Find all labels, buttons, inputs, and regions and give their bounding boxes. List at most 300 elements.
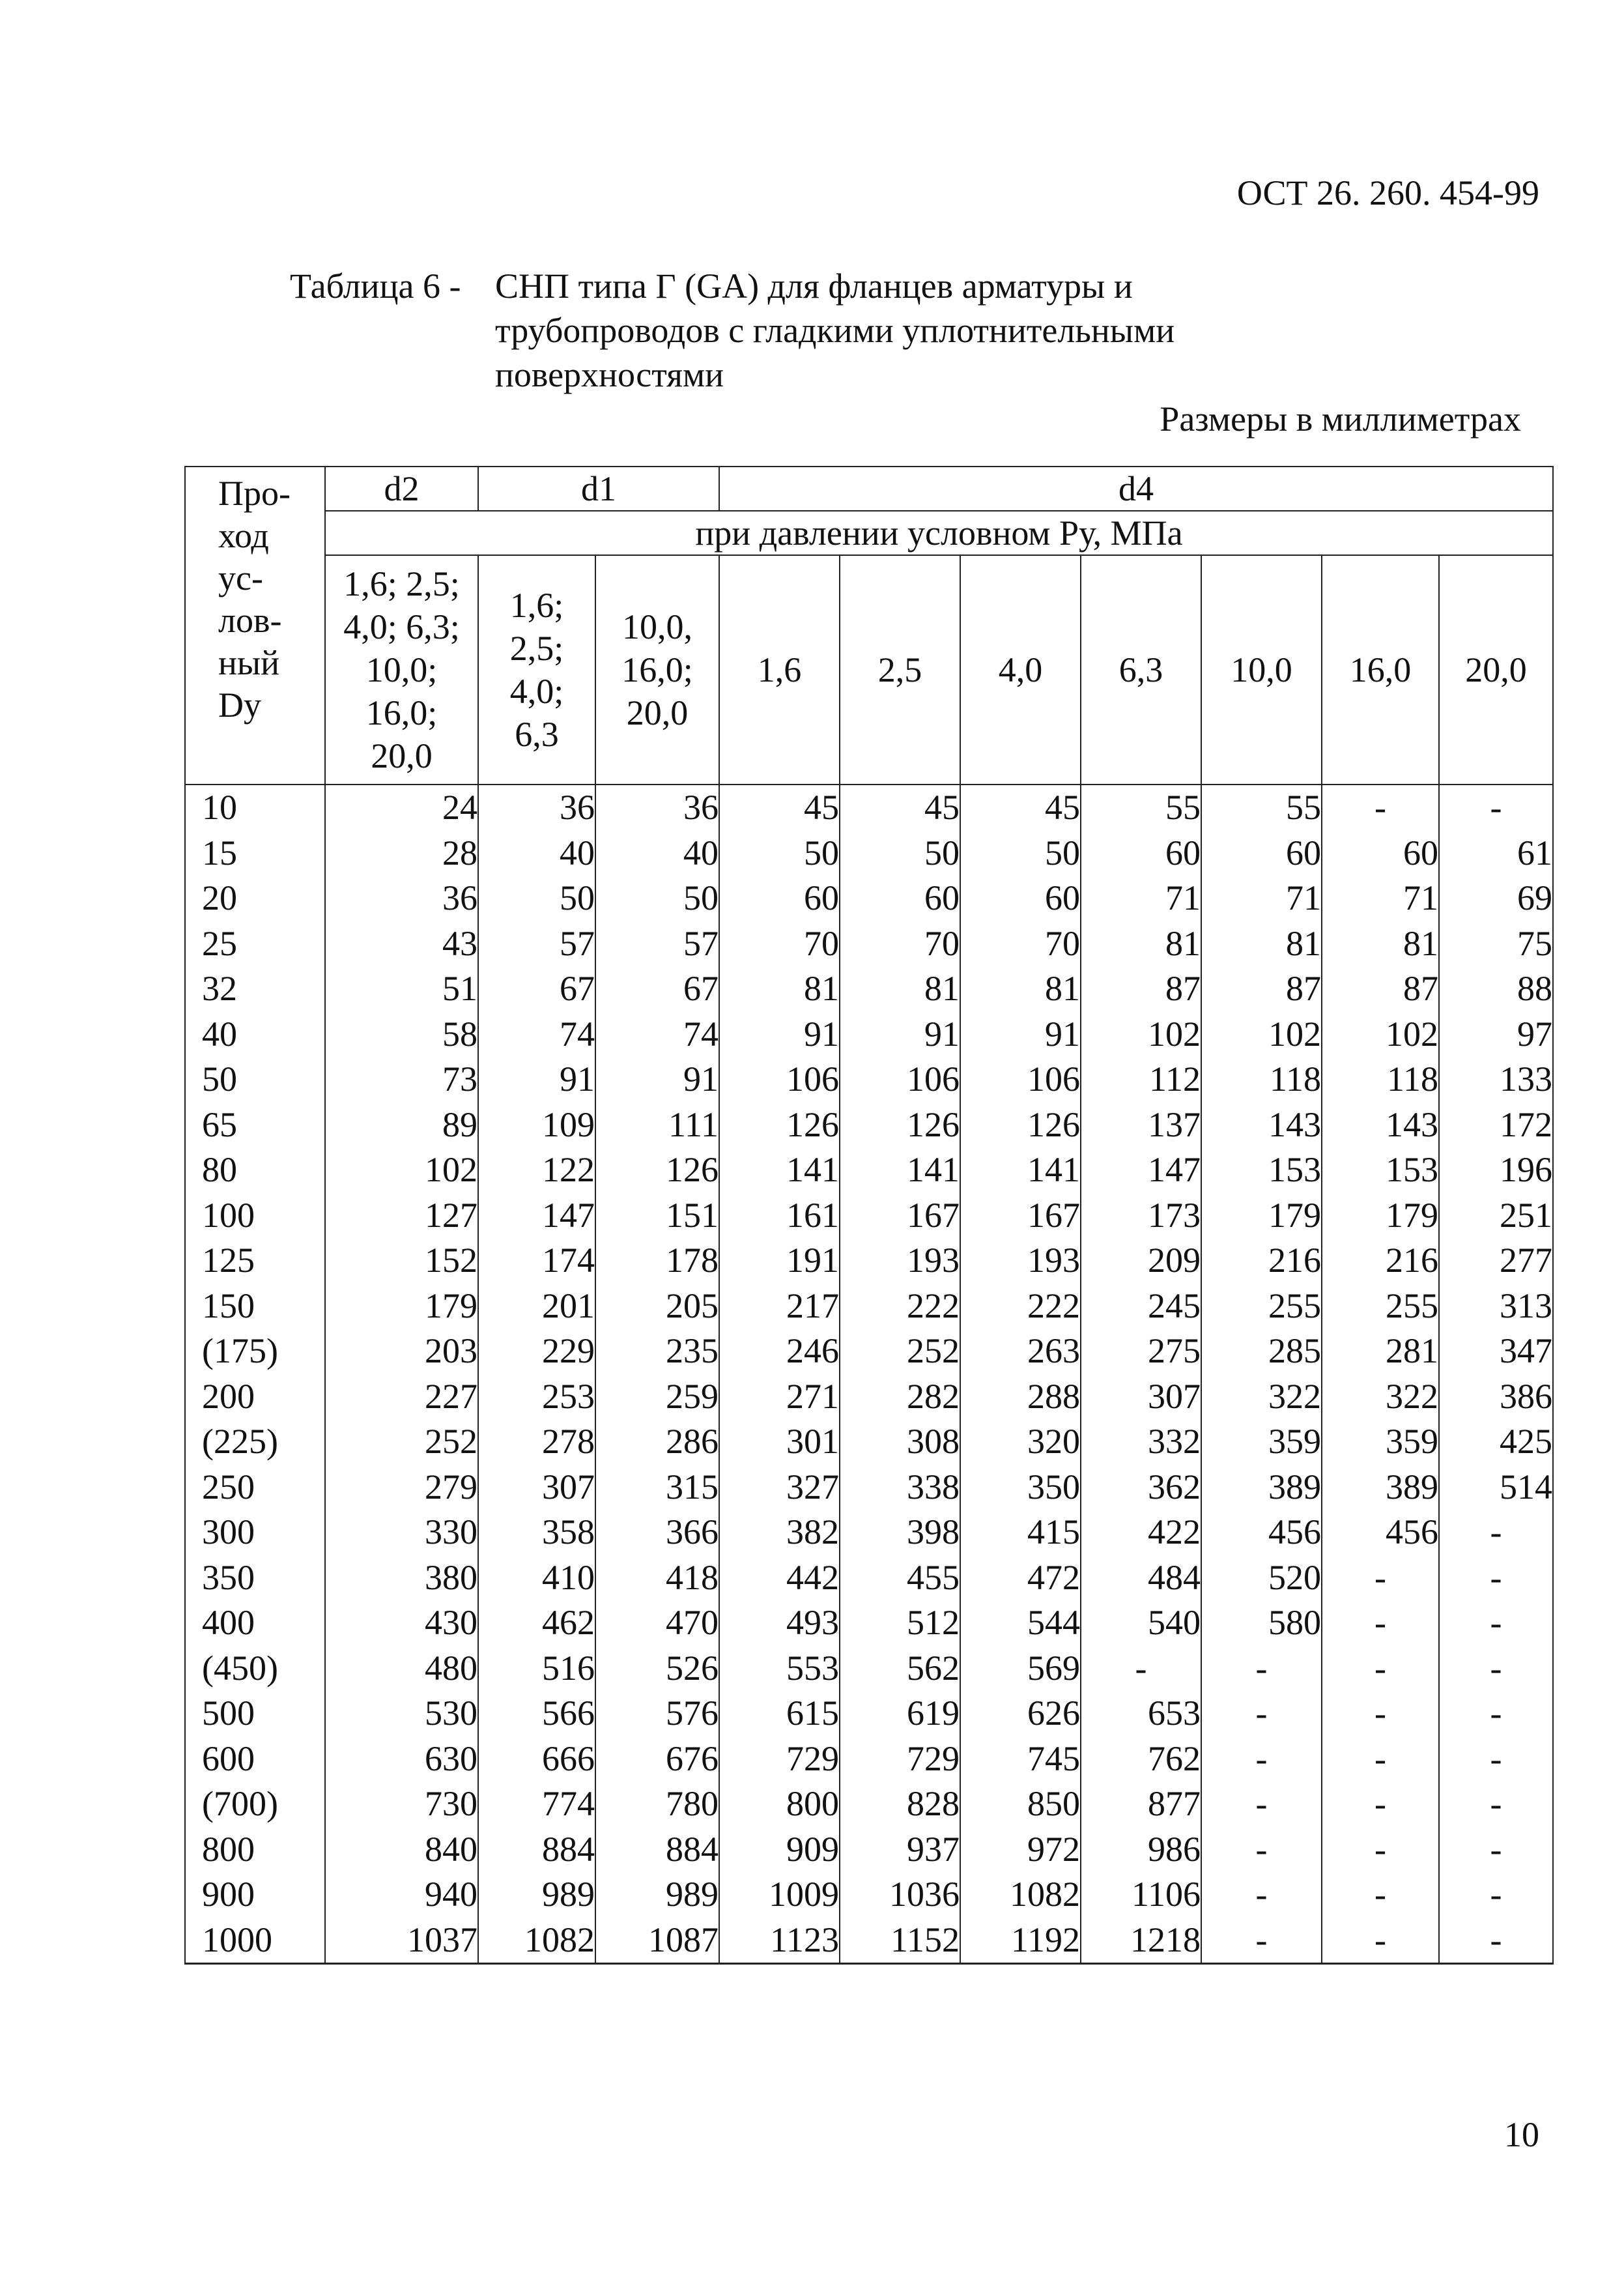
dimension-cell: 152 xyxy=(325,1238,478,1284)
dimension-cell: 70 xyxy=(840,921,960,967)
nominal-pass-cell: (700) xyxy=(185,1781,325,1827)
dimension-cell: 282 xyxy=(840,1374,960,1420)
dimension-cell: 51 xyxy=(325,966,478,1012)
dimension-cell: 569 xyxy=(960,1646,1081,1692)
dimension-cell: 358 xyxy=(478,1510,595,1555)
dimension-cell: 50 xyxy=(595,876,719,921)
dimension-cell: 81 xyxy=(840,966,960,1012)
header-d2: d2 xyxy=(325,467,478,511)
dimension-cell: - xyxy=(1439,1872,1553,1918)
dimension-cell: 350 xyxy=(960,1465,1081,1510)
dimension-cell: 102 xyxy=(1081,1012,1201,1058)
dimension-cell: 512 xyxy=(840,1600,960,1646)
dimension-cell: 762 xyxy=(1081,1736,1201,1782)
dimension-cell: 470 xyxy=(595,1600,719,1646)
dimension-cell: 147 xyxy=(478,1193,595,1239)
dimension-cell: 540 xyxy=(1081,1600,1201,1646)
table-row xyxy=(185,1193,1553,1239)
dimension-cell: 259 xyxy=(595,1374,719,1420)
dimension-cell: 91 xyxy=(719,1012,840,1058)
dimension-cell: 1037 xyxy=(325,1918,478,1964)
dimension-cell: 102 xyxy=(1201,1012,1322,1058)
dimension-cell: 1123 xyxy=(719,1918,840,1964)
dimension-cell: 526 xyxy=(595,1646,719,1692)
dimension-cell: - xyxy=(1322,1600,1439,1646)
nominal-pass-cell: 250 xyxy=(185,1465,325,1510)
dimension-cell: 359 xyxy=(1201,1419,1322,1465)
table-row xyxy=(185,1465,1553,1510)
dimension-cell: 729 xyxy=(719,1736,840,1782)
dimension-cell: 57 xyxy=(595,921,719,967)
dimension-cell: - xyxy=(1081,1646,1201,1692)
dimension-cell: 60 xyxy=(960,876,1081,921)
dimension-cell: 1009 xyxy=(719,1872,840,1918)
dimension-cell: 307 xyxy=(1081,1374,1201,1420)
table-row xyxy=(185,921,1553,967)
dimension-cell: 111 xyxy=(595,1102,719,1148)
table-row xyxy=(185,1147,1553,1193)
dimension-cell: 43 xyxy=(325,921,478,967)
dimension-cell: 60 xyxy=(719,876,840,921)
dimension-cell: 1106 xyxy=(1081,1872,1201,1918)
dimension-cell: 60 xyxy=(1201,831,1322,876)
dimension-cell: 112 xyxy=(1081,1057,1201,1102)
dimension-cell: 235 xyxy=(595,1329,719,1374)
dimension-cell: 986 xyxy=(1081,1827,1201,1873)
dimension-cell: 322 xyxy=(1201,1374,1322,1420)
table-row xyxy=(185,1781,1553,1827)
dimension-cell: 167 xyxy=(960,1193,1081,1239)
dimension-cell: 91 xyxy=(840,1012,960,1058)
units-note: Размеры в миллиметрах xyxy=(1160,399,1521,439)
dimension-cell: 877 xyxy=(1081,1781,1201,1827)
dimension-cell: 493 xyxy=(719,1600,840,1646)
dimension-cell: 143 xyxy=(1201,1102,1322,1148)
dimension-cell: 909 xyxy=(719,1827,840,1873)
dimension-cell: 730 xyxy=(325,1781,478,1827)
dimension-cell: 102 xyxy=(325,1147,478,1193)
dimension-cell: 161 xyxy=(719,1193,840,1239)
header-d1-pressures-low: 1,6; 2,5; 4,0; 6,3 xyxy=(478,555,595,785)
dimension-cell: 386 xyxy=(1439,1374,1553,1420)
dimension-cell: 279 xyxy=(325,1465,478,1510)
dimension-cell: 50 xyxy=(960,831,1081,876)
dimension-cell: 940 xyxy=(325,1872,478,1918)
nominal-pass-cell: 350 xyxy=(185,1555,325,1601)
dimension-cell: 45 xyxy=(840,785,960,831)
dimension-cell: 71 xyxy=(1322,876,1439,921)
dimension-cell: 40 xyxy=(478,831,595,876)
dimension-cell: 286 xyxy=(595,1419,719,1465)
dimension-cell: 87 xyxy=(1201,966,1322,1012)
dimension-cell: 382 xyxy=(719,1510,840,1555)
dimension-cell: 884 xyxy=(478,1827,595,1873)
dimension-cell: 380 xyxy=(325,1555,478,1601)
dimension-cell: 193 xyxy=(960,1238,1081,1284)
dimension-cell: 179 xyxy=(1322,1193,1439,1239)
dimension-cell: 50 xyxy=(840,831,960,876)
table-row xyxy=(185,1827,1553,1873)
dimension-cell: 442 xyxy=(719,1555,840,1601)
dimension-cell: 553 xyxy=(719,1646,840,1692)
table-row xyxy=(185,1057,1553,1102)
dimension-cell: 566 xyxy=(478,1691,595,1736)
dimension-cell: 147 xyxy=(1081,1147,1201,1193)
dimension-cell: 141 xyxy=(960,1147,1081,1193)
dimension-cell: 222 xyxy=(840,1284,960,1329)
dimension-cell: 653 xyxy=(1081,1691,1201,1736)
dimension-cell: 252 xyxy=(840,1329,960,1374)
dimension-cell: - xyxy=(1201,1646,1322,1692)
nominal-pass-cell: 100 xyxy=(185,1193,325,1239)
table-row xyxy=(185,1510,1553,1555)
dimension-cell: 251 xyxy=(1439,1193,1553,1239)
dimension-cell: 253 xyxy=(478,1374,595,1420)
dimension-cell: 55 xyxy=(1081,785,1201,831)
dimension-cell: 60 xyxy=(840,876,960,921)
document-code: ОСТ 26. 260. 454-99 xyxy=(1236,173,1539,212)
dimension-cell: 174 xyxy=(478,1238,595,1284)
header-d4: d4 xyxy=(719,467,1553,511)
dimension-cell: 109 xyxy=(478,1102,595,1148)
dimension-cell: 619 xyxy=(840,1691,960,1736)
dimension-cell: 288 xyxy=(960,1374,1081,1420)
dimension-cell: 227 xyxy=(325,1374,478,1420)
dimension-cell: - xyxy=(1439,1600,1553,1646)
dimension-cell: 67 xyxy=(478,966,595,1012)
dimension-cell: 45 xyxy=(960,785,1081,831)
gasket-dimensions-table xyxy=(184,466,1554,1965)
dimension-cell: 271 xyxy=(719,1374,840,1420)
dimension-cell: 216 xyxy=(1322,1238,1439,1284)
nominal-pass-cell: 10 xyxy=(185,785,325,831)
dimension-cell: 989 xyxy=(478,1872,595,1918)
dimension-cell: 1192 xyxy=(960,1918,1081,1964)
dimension-cell: 71 xyxy=(1201,876,1322,921)
dimension-cell: 60 xyxy=(1322,831,1439,876)
dimension-cell: 410 xyxy=(478,1555,595,1601)
dimension-cell: 50 xyxy=(478,876,595,921)
dimension-cell: 338 xyxy=(840,1465,960,1510)
dimension-cell: 126 xyxy=(840,1102,960,1148)
dimension-cell: 217 xyxy=(719,1284,840,1329)
dimension-cell: 1152 xyxy=(840,1918,960,1964)
dimension-cell: 71 xyxy=(1081,876,1201,921)
dimension-cell: 50 xyxy=(719,831,840,876)
dimension-cell: 332 xyxy=(1081,1419,1201,1465)
dimension-cell: 1036 xyxy=(840,1872,960,1918)
caption-line: поверхностями xyxy=(495,355,724,394)
dimension-cell: 472 xyxy=(960,1555,1081,1601)
dimension-cell: 415 xyxy=(960,1510,1081,1555)
table-row xyxy=(185,1238,1553,1284)
dimension-cell: 97 xyxy=(1439,1012,1553,1058)
dimension-cell: - xyxy=(1322,1872,1439,1918)
dimension-cell: 398 xyxy=(840,1510,960,1555)
nominal-pass-cell: 15 xyxy=(185,831,325,876)
dimension-cell: 74 xyxy=(595,1012,719,1058)
dimension-cell: - xyxy=(1201,1918,1322,1964)
dimension-cell: - xyxy=(1322,1736,1439,1782)
dimension-cell: - xyxy=(1439,1781,1553,1827)
dimension-cell: 81 xyxy=(719,966,840,1012)
dimension-cell: 70 xyxy=(719,921,840,967)
dimension-cell: 676 xyxy=(595,1736,719,1782)
dimension-cell: 281 xyxy=(1322,1329,1439,1374)
dimension-cell: 60 xyxy=(1081,831,1201,876)
table-row xyxy=(185,1012,1553,1058)
caption-line: трубопроводов с гладкими уплотнительными xyxy=(495,311,1175,350)
table-row xyxy=(185,1419,1553,1465)
table-row xyxy=(185,1646,1553,1692)
dimension-cell: 24 xyxy=(325,785,478,831)
table-row xyxy=(185,966,1553,1012)
dimension-cell: 456 xyxy=(1201,1510,1322,1555)
caption-label: Таблица 6 - xyxy=(290,267,461,306)
dimension-cell: 455 xyxy=(840,1555,960,1601)
dimension-cell: 347 xyxy=(1439,1329,1553,1374)
table-row xyxy=(185,1691,1553,1736)
dimension-cell: 70 xyxy=(960,921,1081,967)
dimension-cell: 626 xyxy=(960,1691,1081,1736)
dimension-cell: 153 xyxy=(1201,1147,1322,1193)
dimension-cell: 327 xyxy=(719,1465,840,1510)
dimension-cell: 179 xyxy=(325,1284,478,1329)
dimension-cell: 122 xyxy=(478,1147,595,1193)
dimension-cell: 151 xyxy=(595,1193,719,1239)
dimension-cell: 203 xyxy=(325,1329,478,1374)
dimension-cell: 330 xyxy=(325,1510,478,1555)
dimension-cell: 36 xyxy=(478,785,595,831)
dimension-cell: - xyxy=(1439,1555,1553,1601)
dimension-cell: 666 xyxy=(478,1736,595,1782)
dimension-cell: - xyxy=(1201,1827,1322,1873)
dimension-cell: 278 xyxy=(478,1419,595,1465)
dimension-cell: - xyxy=(1322,1918,1439,1964)
nominal-pass-cell: 500 xyxy=(185,1691,325,1736)
dimension-cell: 193 xyxy=(840,1238,960,1284)
dimension-cell: 55 xyxy=(1201,785,1322,831)
dimension-cell: 87 xyxy=(1081,966,1201,1012)
dimension-cell: 544 xyxy=(960,1600,1081,1646)
dimension-cell: 91 xyxy=(960,1012,1081,1058)
dimension-cell: 462 xyxy=(478,1600,595,1646)
nominal-pass-cell: 125 xyxy=(185,1238,325,1284)
dimension-cell: 216 xyxy=(1201,1238,1322,1284)
header-nominal-pass: Про- ход ус- лов- ный Dy xyxy=(185,467,325,785)
dimension-cell: 307 xyxy=(478,1465,595,1510)
dimension-cell: 28 xyxy=(325,831,478,876)
dimension-cell: 937 xyxy=(840,1827,960,1873)
header-d4-pressure: 16,0 xyxy=(1322,555,1439,785)
dimension-cell: 143 xyxy=(1322,1102,1439,1148)
dimension-cell: 87 xyxy=(1322,966,1439,1012)
nominal-pass-cell: (450) xyxy=(185,1646,325,1692)
dimension-cell: 430 xyxy=(325,1600,478,1646)
dimension-cell: 126 xyxy=(595,1147,719,1193)
dimension-cell: 106 xyxy=(840,1057,960,1102)
dimension-cell: 275 xyxy=(1081,1329,1201,1374)
dimension-cell: 972 xyxy=(960,1827,1081,1873)
dimension-cell: 88 xyxy=(1439,966,1553,1012)
nominal-pass-cell: 200 xyxy=(185,1374,325,1420)
dimension-cell: 562 xyxy=(840,1646,960,1692)
dimension-cell: 263 xyxy=(960,1329,1081,1374)
dimension-cell: 178 xyxy=(595,1238,719,1284)
dimension-cell: 520 xyxy=(1201,1555,1322,1601)
dimension-cell: 828 xyxy=(840,1781,960,1827)
dimension-cell: 277 xyxy=(1439,1238,1553,1284)
nominal-pass-cell: 32 xyxy=(185,966,325,1012)
header-d4-pressure: 10,0 xyxy=(1201,555,1322,785)
dimension-cell: - xyxy=(1439,1691,1553,1736)
dimension-cell: 389 xyxy=(1322,1465,1439,1510)
dimension-cell: 118 xyxy=(1201,1057,1322,1102)
nominal-pass-cell: 40 xyxy=(185,1012,325,1058)
dimension-cell: 102 xyxy=(1322,1012,1439,1058)
table-row xyxy=(185,1374,1553,1420)
dimension-cell: 61 xyxy=(1439,831,1553,876)
dimension-cell: 322 xyxy=(1322,1374,1439,1420)
dimension-cell: 780 xyxy=(595,1781,719,1827)
dimension-cell: - xyxy=(1201,1736,1322,1782)
dimension-cell: 1082 xyxy=(960,1872,1081,1918)
dimension-cell: 255 xyxy=(1201,1284,1322,1329)
nominal-pass-cell: 65 xyxy=(185,1102,325,1148)
dimension-cell: 74 xyxy=(478,1012,595,1058)
dimension-cell: 745 xyxy=(960,1736,1081,1782)
dimension-cell: - xyxy=(1439,1510,1553,1555)
nominal-pass-cell: 900 xyxy=(185,1872,325,1918)
dimension-cell: 255 xyxy=(1322,1284,1439,1329)
dimension-cell: 57 xyxy=(478,921,595,967)
dimension-cell: 126 xyxy=(960,1102,1081,1148)
header-d4-pressure: 20,0 xyxy=(1439,555,1553,785)
dimension-cell: 209 xyxy=(1081,1238,1201,1284)
nominal-pass-cell: (175) xyxy=(185,1329,325,1374)
dimension-cell: 630 xyxy=(325,1736,478,1782)
dimension-cell: 81 xyxy=(960,966,1081,1012)
dimension-cell: 389 xyxy=(1201,1465,1322,1510)
dimension-cell: 315 xyxy=(595,1465,719,1510)
dimension-cell: - xyxy=(1439,785,1553,831)
dimension-cell: 222 xyxy=(960,1284,1081,1329)
dimension-cell: 91 xyxy=(478,1057,595,1102)
dimension-cell: 320 xyxy=(960,1419,1081,1465)
dimension-cell: 530 xyxy=(325,1691,478,1736)
table-body xyxy=(185,785,1553,1964)
dimension-cell: 153 xyxy=(1322,1147,1439,1193)
nominal-pass-cell: 300 xyxy=(185,1510,325,1555)
dimension-cell: 850 xyxy=(960,1781,1081,1827)
table-row xyxy=(185,876,1553,921)
dimension-cell: 359 xyxy=(1322,1419,1439,1465)
dimension-cell: 126 xyxy=(719,1102,840,1148)
dimension-cell: - xyxy=(1439,1918,1553,1964)
nominal-pass-cell: (225) xyxy=(185,1419,325,1465)
dimension-cell: 81 xyxy=(1081,921,1201,967)
dimension-cell: 800 xyxy=(719,1781,840,1827)
dimension-cell: 45 xyxy=(719,785,840,831)
dimension-cell: - xyxy=(1322,1827,1439,1873)
dimension-cell: 729 xyxy=(840,1736,960,1782)
dimension-cell: 989 xyxy=(595,1872,719,1918)
dimension-cell: 67 xyxy=(595,966,719,1012)
header-pressure-label: при давлении условном Ру, МПа xyxy=(325,511,1553,555)
dimension-cell: 89 xyxy=(325,1102,478,1148)
header-d1: d1 xyxy=(478,467,719,511)
dimension-cell: - xyxy=(1439,1646,1553,1692)
dimension-cell: 516 xyxy=(478,1646,595,1692)
nominal-pass-cell: 80 xyxy=(185,1147,325,1193)
table-row xyxy=(185,1555,1553,1601)
dimension-cell: 484 xyxy=(1081,1555,1201,1601)
table-row xyxy=(185,1102,1553,1148)
dimension-cell: 137 xyxy=(1081,1102,1201,1148)
dimension-cell: 425 xyxy=(1439,1419,1553,1465)
table-row xyxy=(185,1736,1553,1782)
dimension-cell: 1082 xyxy=(478,1918,595,1964)
dimension-cell: 81 xyxy=(1201,921,1322,967)
dimension-cell: 514 xyxy=(1439,1465,1553,1510)
dimension-cell: 133 xyxy=(1439,1057,1553,1102)
dimension-cell: 196 xyxy=(1439,1147,1553,1193)
header-d4-pressure: 6,3 xyxy=(1081,555,1201,785)
caption-line: СНП типа Г (GA) для фланцев арматуры и xyxy=(495,267,1133,306)
nominal-pass-cell: 400 xyxy=(185,1600,325,1646)
page-number: 10 xyxy=(1504,2115,1539,2154)
dimension-cell: 308 xyxy=(840,1419,960,1465)
nominal-pass-cell: 25 xyxy=(185,921,325,967)
dimension-cell: 69 xyxy=(1439,876,1553,921)
dimension-cell: 580 xyxy=(1201,1600,1322,1646)
dimension-cell: - xyxy=(1322,1646,1439,1692)
dimension-cell: 141 xyxy=(840,1147,960,1193)
dimension-cell: 106 xyxy=(719,1057,840,1102)
dimension-cell: 418 xyxy=(595,1555,719,1601)
dimension-cell: - xyxy=(1439,1827,1553,1873)
dimension-cell: 456 xyxy=(1322,1510,1439,1555)
dimension-cell: 201 xyxy=(478,1284,595,1329)
dimension-cell: 106 xyxy=(960,1057,1081,1102)
dimension-cell: 58 xyxy=(325,1012,478,1058)
table-row xyxy=(185,1329,1553,1374)
dimension-cell: 81 xyxy=(1322,921,1439,967)
dimension-cell: 73 xyxy=(325,1057,478,1102)
nominal-pass-cell: 50 xyxy=(185,1057,325,1102)
dimension-cell: 774 xyxy=(478,1781,595,1827)
header-d4-pressure: 4,0 xyxy=(960,555,1081,785)
dimension-cell: 36 xyxy=(595,785,719,831)
dimension-cell: 366 xyxy=(595,1510,719,1555)
dimension-cell: - xyxy=(1201,1691,1322,1736)
dimension-cell: 245 xyxy=(1081,1284,1201,1329)
dimension-cell: - xyxy=(1322,1691,1439,1736)
dimension-cell: 1087 xyxy=(595,1918,719,1964)
header-d2-pressures: 1,6; 2,5; 4,0; 6,3; 10,0; 16,0; 20,0 xyxy=(325,555,478,785)
header-d4-pressure: 1,6 xyxy=(719,555,840,785)
dimension-cell: 127 xyxy=(325,1193,478,1239)
nominal-pass-cell: 1000 xyxy=(185,1918,325,1964)
table-row xyxy=(185,1600,1553,1646)
dimension-cell: 191 xyxy=(719,1238,840,1284)
dimension-cell: 285 xyxy=(1201,1329,1322,1374)
dimension-cell: 205 xyxy=(595,1284,719,1329)
dimension-cell: 40 xyxy=(595,831,719,876)
dimension-cell: 422 xyxy=(1081,1510,1201,1555)
dimension-cell: 313 xyxy=(1439,1284,1553,1329)
dimension-cell: 480 xyxy=(325,1646,478,1692)
